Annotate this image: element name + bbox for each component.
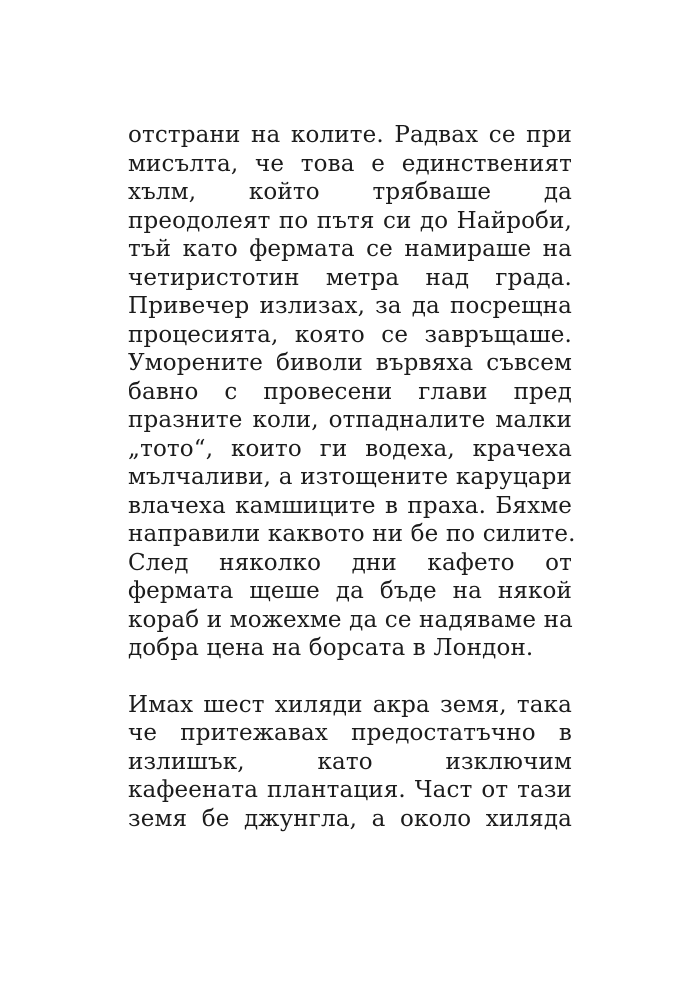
text-line: излишък, като изключим	[128, 748, 572, 775]
text-line: хълм, който трябваше да	[128, 179, 572, 205]
text-line: кафеената плантация. Част от тази	[128, 777, 572, 803]
paragraph-2	[128, 691, 572, 834]
paragraph-1	[128, 121, 576, 663]
text-line: тъй като фермата се намираше на	[128, 236, 572, 262]
text-line: преодолеят по пътя си до Найроби,	[128, 207, 572, 234]
text-line: направили каквото ни бе по силите.	[128, 521, 576, 547]
text-line: фермата щеше да бъде на някой	[128, 578, 572, 604]
text-line: Имах шест хиляди акра земя, така	[128, 691, 572, 718]
text-line: празните коли, отпадналите малки	[128, 407, 572, 433]
text-line: добра цена на борсата в Лондон.	[128, 635, 534, 661]
text-line: След няколко дни кафето от	[128, 549, 572, 576]
text-line: отстрани на колите. Радвах се при	[128, 122, 572, 148]
text-line: земя бе джунгла, а около хиляда	[128, 805, 572, 832]
text-line: кораб и можехме да се надяваме на	[128, 606, 573, 633]
text-line: мълчаливи, а изтощените каруцари	[128, 464, 572, 490]
text-line: мисълта, че това е единственият	[128, 150, 572, 177]
text-line: процесията, която се завръщаше.	[128, 321, 572, 348]
text-line: бавно с провесени глави пред	[128, 378, 572, 405]
text-line: четиристотин метра над града.	[128, 264, 572, 291]
text-line: че притежавах предостатъчно в	[128, 720, 572, 746]
text-line: „тото“, които ги водеха, крачеха	[128, 435, 572, 462]
text-line: влачеха камшиците в праха. Бяхме	[128, 492, 572, 519]
paragraph-gap	[128, 663, 572, 691]
text-line: Привечер излизах, за да посрещна	[128, 293, 572, 319]
text-line: Уморените биволи вървяха съвсем	[128, 350, 572, 376]
